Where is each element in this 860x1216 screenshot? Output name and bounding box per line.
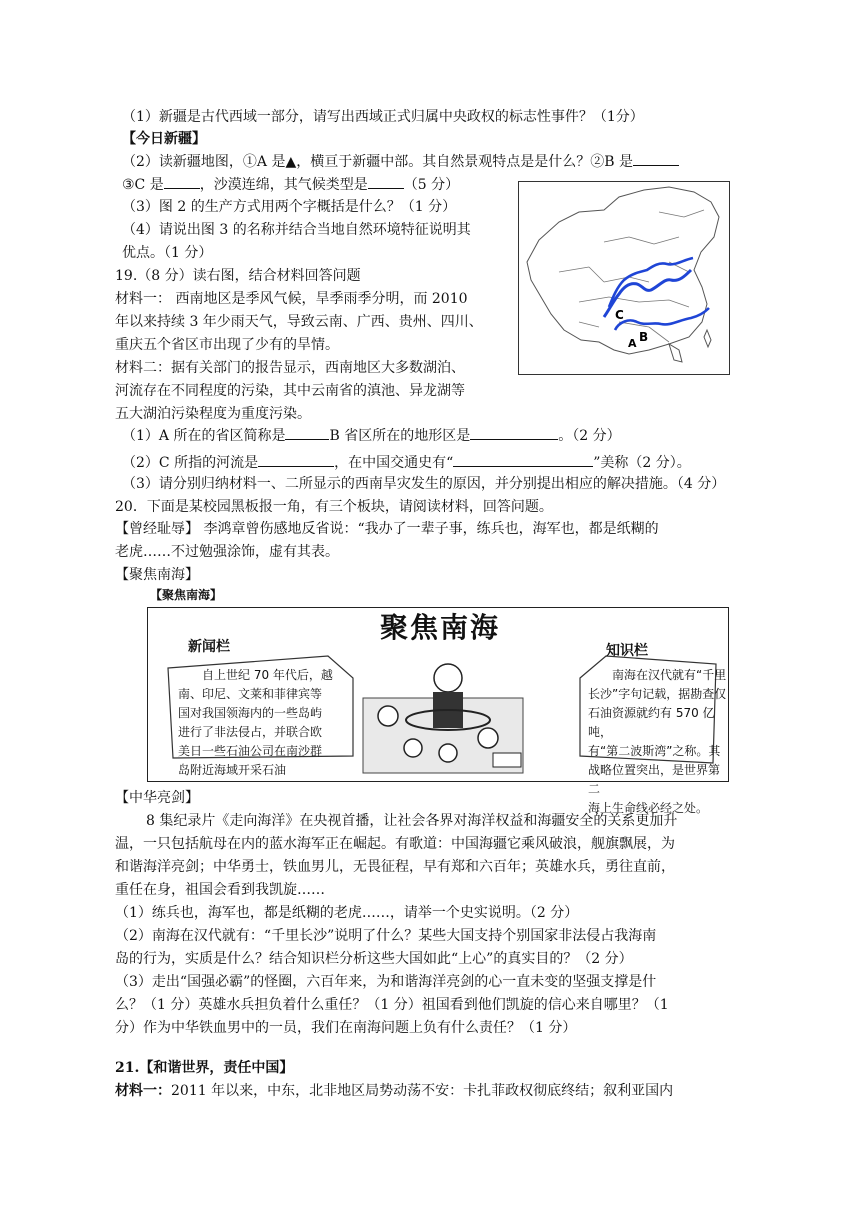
knowledge-line: 海上生命线必经之处。 <box>588 801 709 815</box>
news-line: 南、印尼、文莱和菲律宾等 <box>178 687 323 701</box>
q2-text: （2）读新疆地图，①A 是▲，横亘于新疆中部。其自然景观特点是是什么？②B 是 <box>122 154 633 170</box>
s1-text: （1）A 所在的省区简称是 <box>122 428 286 444</box>
paragraph-line4: 重任在身，祖国会看到我凯旋…… <box>115 882 325 898</box>
board-title: 聚焦南海 <box>380 611 501 644</box>
news-column-title: 新闻栏 <box>188 639 230 655</box>
answer-blank <box>470 425 558 440</box>
news-line: 国对我国领海内的一些岛屿 <box>178 706 323 720</box>
answer-question-3-line1: （3）走出“国强必霸”的怪圈，六百年来，为和谐海洋亮剑的心一直未变的坚强支撑是什 <box>115 974 657 990</box>
map-label-a: A <box>628 337 637 350</box>
material-2-line1: 材料二：据有关部门的报告显示，西南地区大多数湖泊、 <box>115 360 465 376</box>
knowledge-line: 南海在汉代就有“千里 <box>612 668 727 682</box>
material-2-line3: 五大湖泊污染程度为重度污染。 <box>115 406 311 422</box>
answer-blank <box>368 174 404 189</box>
s1-terrain-text: B 省区所在的地形区是 <box>329 428 471 444</box>
question-21-material <box>115 1081 673 1101</box>
knowledge-line: 石油资源就约有 570 亿吨， <box>588 706 715 739</box>
china-map-svg <box>519 182 729 374</box>
map-label-c: C <box>615 308 624 322</box>
s2-history-text: ，在中国交通史有“ <box>334 455 454 471</box>
news-line: 美日一些石油公司在南沙群 <box>178 744 323 758</box>
knowledge-line: 有“第二波斯湾”之称。其 <box>588 744 721 758</box>
s1-score: 。（2 分） <box>558 428 621 444</box>
question-3: （3）图 2 的生产方式用两个字概括是什么？（1 分） <box>122 199 457 215</box>
material-text: 2011 年以来，中东，北非地区局势动荡不安：卡扎菲政权彻底终结；叙利亚国内 <box>171 1083 674 1099</box>
question-2-line1 <box>122 151 679 172</box>
map-label-b: B <box>639 330 649 344</box>
section-focus-south-sea: 【聚焦南海】 <box>115 567 199 583</box>
answer-question-1: （1）练兵也，海军也，都是纸糊的老虎……，请举一个史实说明。（2 分） <box>115 905 579 921</box>
news-line: 岛附近海域开采石油 <box>178 763 287 777</box>
sub-question-1 <box>122 425 621 446</box>
paragraph-line2: 温，一只包括航母在内的蓝水海军正在崛起。有歌道：中国海疆它乘风破浪，舰旗飘展，为 <box>115 836 675 852</box>
material-1-line2: 年以来持续 3 年少雨天气，导致云南、广西、贵州、四川、 <box>115 314 483 330</box>
question-21-title: 21.【和谐世界，责任中国】 <box>115 1060 294 1076</box>
paragraph-line1: 8 集纪录片《走向海洋》在央视首播，让社会各界对海洋权益和海疆安全的关系更加升 <box>146 813 678 829</box>
knowledge-column-title: 知识栏 <box>606 643 648 659</box>
answer-blank <box>258 452 334 467</box>
knowledge-line: 长沙”字句记载，据勘查仅 <box>588 687 727 701</box>
answer-question-3-line3: 分）作为中华铁血男中的一员，我们在南海问题上负有什么责任？（1 分） <box>115 1020 577 1036</box>
material-label: 材料一： <box>115 1083 171 1099</box>
question-20: 20．下面是某校园黑板报一角，有三个板块，请阅读材料，回答问题。 <box>115 499 553 515</box>
news-column-text <box>178 666 333 780</box>
material-1-line3: 重庆五个省区市出现了少有的旱情。 <box>115 337 339 353</box>
sub-question-2 <box>122 452 691 473</box>
q2-climate-text: ，沙漠连绵，其气候类型是 <box>199 177 368 193</box>
section-china-sword: 【中华亮剑】 <box>115 790 199 806</box>
material-1-line1: 材料一： 西南地区是季风气候，旱季雨季分明，而 2010 <box>115 291 468 307</box>
answer-blank <box>633 151 679 166</box>
news-line: 自上世纪 70 年代后，越 <box>202 668 333 682</box>
answer-blank <box>164 174 200 189</box>
question-19: 19.（8 分）读右图，结合材料回答问题 <box>115 268 361 284</box>
answer-question-3-line2: 么？（1 分）英雄水兵担负着什么重任？（1 分）祖国看到他们凯旋的信心来自哪里？（1 <box>115 997 669 1013</box>
q2-score: （5 分） <box>403 177 460 193</box>
paragraph-line3: 和谐海洋亮剑；中华勇士，铁血男儿，无畏征程，早有郑和六百年；英雄水兵，勇往直前， <box>115 859 675 875</box>
china-map <box>518 181 730 375</box>
shame-line1: 【曾经耻辱】 李鸿章曾伤感地反省说：“我办了一辈子事，练兵也，海军也，都是纸糊的 <box>115 521 659 537</box>
question-2-line2 <box>122 174 459 195</box>
s2-score: ”美称（2 分）。 <box>593 455 691 471</box>
answer-blank <box>285 425 329 440</box>
question-4-line2: 优点。（1 分） <box>122 245 213 261</box>
section-today-xinjiang: 【今日新疆】 <box>122 131 206 147</box>
news-line: 进行了非法侵占，并联合欧 <box>178 725 323 739</box>
question-1: （1）新疆是古代西域一部分，请写出西域正式归属中央政权的标志性事件？（1分） <box>122 109 644 125</box>
answer-question-2-line2: 岛的行为，实质是什么？结合知识栏分析这些大国如此“上心”的真实目的？（2 分） <box>115 951 633 967</box>
knowledge-line: 战略位置突出，是世界第二 <box>588 763 721 796</box>
knowledge-column-text <box>588 666 728 818</box>
q2-c-text: ③C 是 <box>122 177 164 193</box>
cartoon-figure-icon <box>434 664 462 692</box>
board-caption: 【聚焦南海】 <box>150 588 223 602</box>
sub-question-3: （3）请分别归纳材料一、二所显示的西南旱灾发生的原因，并分别提出相应的解决措施。（4 分） <box>122 476 726 492</box>
answer-blank <box>453 452 593 467</box>
question-4-line1: （4）请说出图 3 的名称并结合当地自然环境特征说明其 <box>122 222 471 238</box>
s2-text: （2）C 所指的河流是 <box>122 455 259 471</box>
shame-line2: 老虎……不过勉强涂饰，虚有其表。 <box>115 544 339 560</box>
material-2-line2: 河流存在不同程度的污染，其中云南省的滇池、异龙湖等 <box>115 383 465 399</box>
answer-question-2-line1: （2）南海在汉代就有：“千里长沙”说明了什么？某些大国支持个别国家非法侵占我海南 <box>115 928 657 944</box>
